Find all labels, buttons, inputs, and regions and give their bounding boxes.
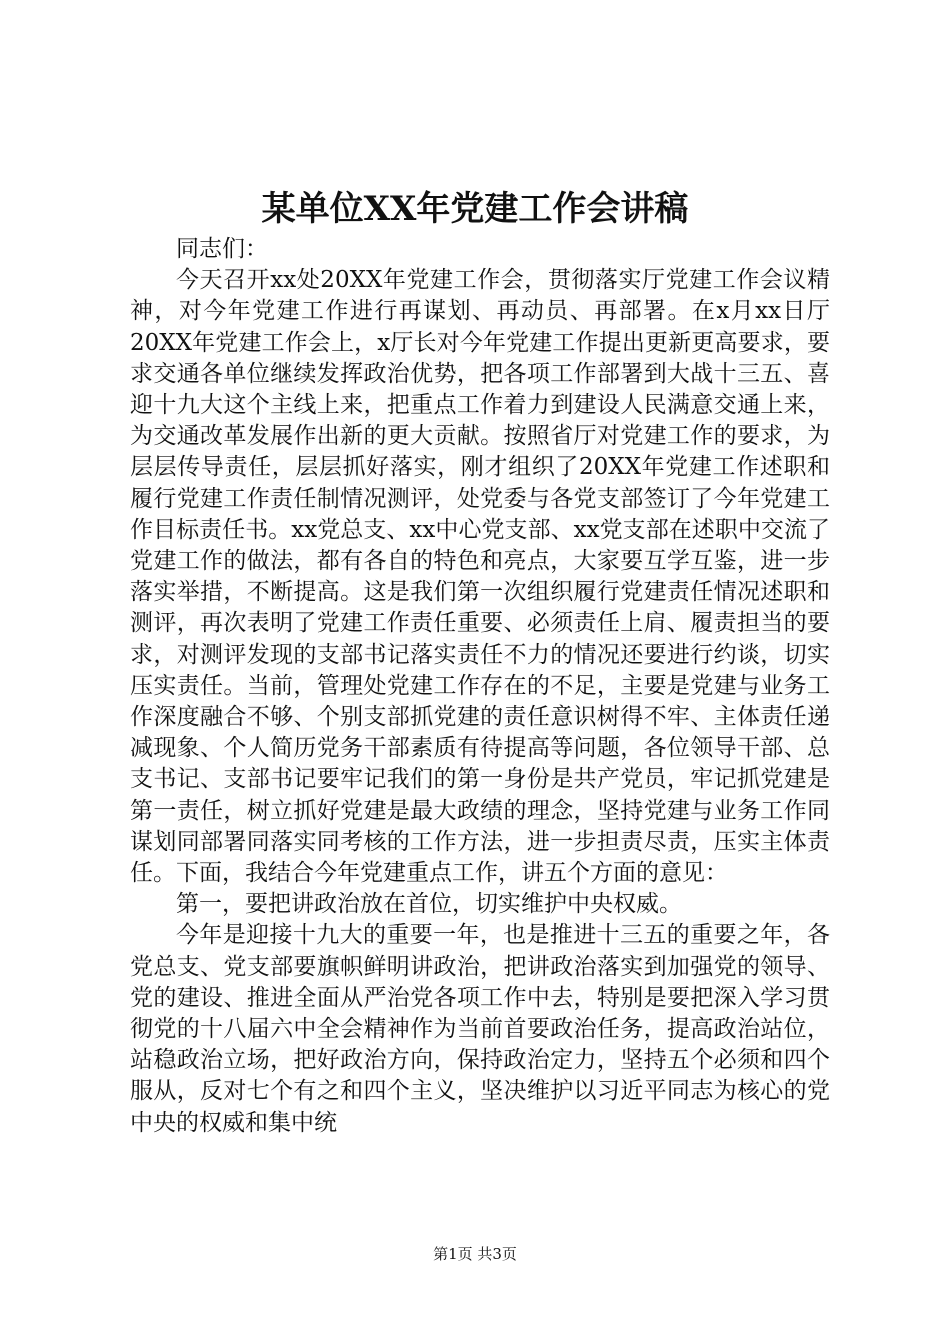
document-body (130, 234, 830, 1139)
body-paragraph: 今年是迎接十九大的重要一年，也是推进十三五的重要之年，各党总支、党支部要旗帜鲜明讲政治，把讲政治落实到加强党的领导、党的建设、推进全面从严治党各项工作中去，特别是要把深入学习贯彻党的十八届六中全会精神作为当前首要政治任务，提高政治站位，站稳政治立场，把好政治方向，保持政治定力，坚持五个必须和四个服从，反对七个有之和四个主义，坚决维护以习近平同志为核心的党中央的权威和集中统 (130, 922, 830, 1136)
page-footer: 第1页 共3页 (433, 1245, 517, 1263)
salutation-paragraph: 同志们： (176, 236, 268, 262)
section-heading-paragraph: 第一，要把讲政治放在首位，切实维护中央权威。 (176, 891, 682, 918)
document-title: 某单位XX年党建工作会讲稿 (261, 189, 689, 229)
body-paragraph: 今天召开xx处20XX年党建工作会，贯彻落实厅党建工作会议精神，对今年党建工作进行再谋划、再动员、再部署。在x月xx日厅20XX年党建工作会上，x厅长对今年党建工作提出更新更高要求，要求交通各单位继续发挥政治优势，把各项工作部署到大战十三五、喜迎十九大这个主线上来，把重点工作着力到建设人民满意交通上来，为交通改革发展作出新的更大贡献。按照省厅对党建工作的要求，为层层传导责任，层层抓好落实，刚才组织了20XX年党建工作述职和履行党建工作责任制情况测评，处党委与各党支部签订了今年党建工作目标责任书。xx党总支、xx中心党支部、xx党支部在述职中交流了党建工作的做法，都有各自的特色和亮点，大家要互学互鉴，进一步落实举措，不断提高。这是我们第一次组织履行党建责任情况述职和测评，再次表明了党建工作责任重要、必须责任上肩、履责担当的要求，对测评发现的支部书记落实责任不力的情况还要进行约谈，切实压实责任。当前，管理处党建工作存在的不足，主要是党建与业务工作深度融合不够、个别支部抓党建的责任意识树得不牢、主体责任递减现象、个人简历党务干部素质有待提高等问题，各位领导干部、总支书记、支部书记要牢记我们的第一身份是共产党员，牢记抓党建是第一责任，树立抓好党建是最大政绩的理念，坚持党建与业务工作同谋划同部署同落实同考核的工作方法，进一步担责尽责，压实主体责任。下面，我结合今年党建重点工作，讲五个方面的意见： (130, 267, 830, 887)
